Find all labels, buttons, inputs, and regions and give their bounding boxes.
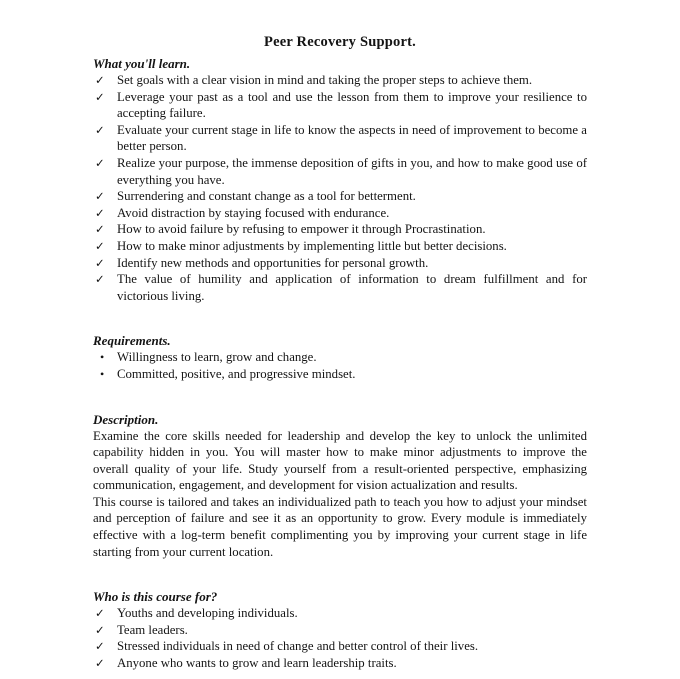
list-item — [93, 255, 587, 272]
check-icon: ✓ — [95, 205, 105, 220]
list-item-text: Realize your purpose, the immense deposition of gifts in you, and how to make good use of everything you have. — [117, 155, 587, 187]
document-sections — [93, 55, 587, 672]
list-item-text: Youths and developing individuals. — [117, 606, 298, 621]
list-item — [93, 238, 587, 255]
list-item — [93, 221, 587, 238]
bullet-icon: • — [100, 350, 105, 365]
check-icon: ✓ — [95, 73, 105, 87]
check-icon: ✓ — [95, 622, 105, 637]
list-item — [93, 205, 587, 222]
list-item-text: Leverage your past as a tool and use the lesson from them to improve your resilience to accepting failure. — [117, 89, 587, 121]
list-item-text: Evaluate your current stage in life to know the aspects in need of improvement to become a better person. — [117, 122, 587, 154]
list-item — [93, 605, 587, 622]
list-item-text: How to avoid failure by refusing to empower it through Procrastination. — [117, 222, 486, 237]
check-icon: ✓ — [95, 222, 105, 237]
list-item — [93, 271, 587, 304]
list-item — [93, 122, 587, 155]
check-icon: ✓ — [95, 606, 105, 621]
list-item-text: Team leaders. — [117, 622, 188, 637]
section-what-youll-learn — [93, 55, 587, 304]
list-item-text: The value of humility and application of information to dream fulfillment and for victorious living. — [117, 272, 587, 303]
section-description — [93, 411, 587, 561]
list-item — [93, 638, 587, 655]
list-item — [93, 366, 587, 383]
list-item — [93, 622, 587, 639]
check-icon: ✓ — [95, 189, 105, 204]
list-item-text: Willingness to learn, grow and change. — [117, 350, 317, 365]
list-item-text: Identify new methods and opportunities for personal growth. — [117, 255, 429, 270]
list-item — [93, 655, 587, 672]
list-item — [93, 155, 587, 188]
list-item — [93, 72, 587, 89]
section-requirements — [93, 332, 587, 382]
list-item-text: How to make minor adjustments by implementing little but better decisions. — [117, 238, 507, 253]
check-icon: ✓ — [95, 155, 105, 170]
list-item-text: Set goals with a clear vision in mind and taking the proper steps to achieve them. — [117, 73, 533, 87]
list-item — [93, 349, 587, 366]
check-icon: ✓ — [95, 122, 105, 137]
check-icon: ✓ — [95, 656, 105, 671]
section-heading-what-youll-learn: What you'll learn. — [93, 56, 191, 71]
list-item-text: Anyone who wants to grow and learn leadership traits. — [117, 656, 397, 671]
description-paragraph: Examine the core skills needed for leadership and develop the key to unlock the unlimited capability hidden in you. You will master how to make minor adjustments to improve the overall quality of your life. Study yourself from a result-oriented perspective, emphasizing communication, engagement, and development for vision actualization and results. — [93, 428, 587, 493]
check-icon: ✓ — [95, 89, 105, 104]
list-item-text: Avoid distraction by staying focused with endurance. — [117, 205, 390, 220]
check-icon: ✓ — [95, 238, 105, 253]
section-who-is-this-course-for — [93, 588, 587, 671]
list-item — [93, 188, 587, 205]
description-paragraph: This course is tailored and takes an individualized path to teach you how to adjust your mindset and perception of failure and see it as an opportunity to grow. Every module is immediately effective with a log-term benefit complimenting you by improving your current stage in life starting from your current location. — [93, 494, 587, 559]
list-item-text: Surrendering and constant change as a tool for betterment. — [117, 189, 416, 204]
section-heading-requirements: Requirements. — [93, 333, 171, 349]
check-icon: ✓ — [95, 639, 105, 654]
section-heading-who-is-this-course-for: Who is this course for? — [93, 589, 218, 605]
check-icon: ✓ — [95, 255, 105, 270]
check-icon: ✓ — [95, 272, 105, 287]
list-item-text: Committed, positive, and progressive mindset. — [117, 366, 356, 381]
section-heading-description: Description. — [93, 411, 159, 427]
bullet-icon: • — [100, 366, 105, 381]
list-item-text: Stressed individuals in need of change and better control of their lives. — [117, 639, 479, 654]
document-title: Peer Recovery Support. — [264, 34, 416, 50]
list-item — [93, 89, 587, 122]
